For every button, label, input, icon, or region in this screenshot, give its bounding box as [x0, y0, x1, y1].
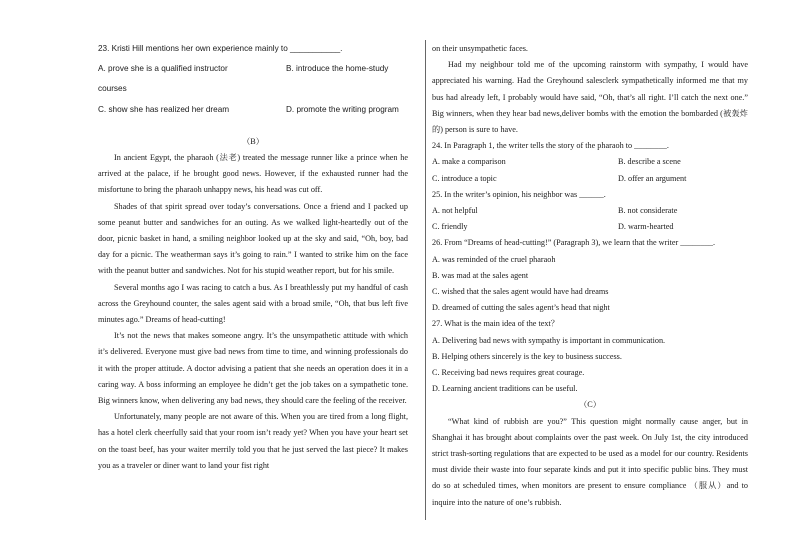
- paragraph-5: Unfortunately, many people are not aware of this. When you are tired from a long flight, has a hotel clerk cheerfully said that your room isn’t ready yet? When you have your heart set on the toast beef, has your waiter merrily told you that he just served the last piece? It makes you as a traveler or diner want to land your fist right: [98, 412, 408, 470]
- paragraph-7: “What kind of rubbish are you?” This question might normally cause anger, but in Shanghai it has brought about complaints over the past week. On July 1st, the city introduced strict trash-sorting regulations that are expected to be used as a model for our country. Residents must divide their waste into four separate kinds and put it into specific public bins. They must do so at scheduled times, when monitors are present to ensure compliance （服从）and to inquire into the nature of one’s rubbish.: [432, 416, 748, 507]
- question-23: [98, 41, 408, 118]
- option-d[interactable]: D. promote the writing program: [286, 104, 399, 114]
- question-24: [432, 138, 748, 187]
- option-d[interactable]: D. Learning ancient traditions can be useful.: [432, 384, 578, 394]
- paragraph-6: Had my neighbour told me of the upcoming rainstorm with sympathy, I would have appreciated his warning. Had the Greyhound salesclerk sympathetically informed me that my bus had already left, I probably would have said, “Oh, that’s all right. I’ll catch the next one.” Big winners, when they hear bad news,deliver bombs with the emotion the bombarded (被轰炸的) person is sure to have.: [432, 60, 748, 135]
- option-a[interactable]: A. was reminded of the cruel pharaoh: [432, 254, 556, 264]
- option-c[interactable]: C. wished that the sales agent would have had dreams: [432, 287, 609, 297]
- option-c[interactable]: C. Receiving bad news requires great courage.: [432, 368, 585, 378]
- option-c[interactable]: C. friendly: [432, 222, 468, 232]
- paragraph-4: It’s not the news that makes someone angry. It’s the unsympathetic attitude with which it’s delivered. Everyone must give bad news from time to time, and winning professionals do it with the proper attitude. A doctor advising a patient that she needs an operation does it in a caring way. A boss informing an employee he didn’t get the job takes on a sympathetic tone. Big winners know, when delivering any bad news, they should care the feeling of the receiver.: [98, 331, 408, 406]
- option-c[interactable]: C. show she has realized her dream: [98, 104, 230, 114]
- paragraph-1: In ancient Egypt, the pharaoh (法老) treated the message runner like a prince when he arrived at the palace, if he brought good news. However, if the exhausted runner had the misfortune to bring the pharaoh unhappy news, his head was cut off.: [98, 153, 408, 195]
- paragraph-5-continued: on their unsympathetic faces.: [432, 44, 528, 53]
- section-c-title: （C）: [579, 400, 601, 410]
- option-c[interactable]: C. introduce a topic: [432, 173, 497, 183]
- option-d[interactable]: D. dreamed of cutting the sales agent’s head that night: [432, 303, 610, 313]
- option-a[interactable]: A. not helpful: [432, 206, 478, 216]
- question-27: [432, 316, 748, 397]
- option-b[interactable]: B. describe a scene: [618, 157, 681, 167]
- question-stem: 23. Kristi Hill mentions her own experience mainly to ___________.: [98, 44, 343, 53]
- option-b[interactable]: B. was mad at the sales agent: [432, 270, 529, 280]
- question-26: [432, 235, 748, 316]
- option-a[interactable]: A. make a comparison: [432, 157, 506, 167]
- question-stem: 24. In Paragraph 1, the writer tells the story of the pharaoh to ________.: [432, 141, 669, 151]
- option-a[interactable]: A. prove she is a qualified instructor: [98, 64, 228, 74]
- option-b-continued: courses: [98, 84, 127, 94]
- option-d[interactable]: D. warm-hearted: [618, 222, 674, 232]
- column-divider: [425, 40, 426, 520]
- question-stem: 25. In the writer’s opinion, his neighbor was ______.: [432, 189, 606, 199]
- option-b[interactable]: B. introduce the home-study: [286, 64, 389, 74]
- right-column: [432, 0, 748, 511]
- section-b-title: （B）: [242, 136, 264, 146]
- paragraph-2: Shades of that spirit spread over today’s conversations. Once a friend and I packed up some peanut butter and sandwiches for an outing. As we walked light-heartedly out of the door, picnic basket in hand, a smiling neighbor looked up at the sky and said, “Oh, boy, bad day for a picnic. The weatherman says it’s going to rain.” I wanted to strike him on the face with the peanut butter and sandwiches. Not for his stupid weather report, but for his smile.: [98, 201, 408, 276]
- left-column: [98, 0, 408, 474]
- option-a[interactable]: A. Delivering bad news with sympathy is important in communication.: [432, 335, 666, 345]
- question-stem: 27. What is the main idea of the text？: [432, 319, 559, 329]
- question-25: [432, 187, 748, 236]
- question-stem: 26. From “Dreams of head-cutting!” (Paragraph 3), we learn that the writer ________.: [432, 238, 716, 248]
- option-b[interactable]: B. Helping others sincerely is the key to business success.: [432, 351, 622, 361]
- option-b[interactable]: B. not considerate: [618, 206, 678, 216]
- paragraph-3: Several months ago I was racing to catch a bus. As I breathlessly put my handful of cash across the Greyhound counter, the sales agent said with a broad smile, “Oh, that bus left five minutes ago.” Dreams of head-cutting!: [98, 282, 408, 325]
- option-d[interactable]: D. offer an argument: [618, 173, 687, 183]
